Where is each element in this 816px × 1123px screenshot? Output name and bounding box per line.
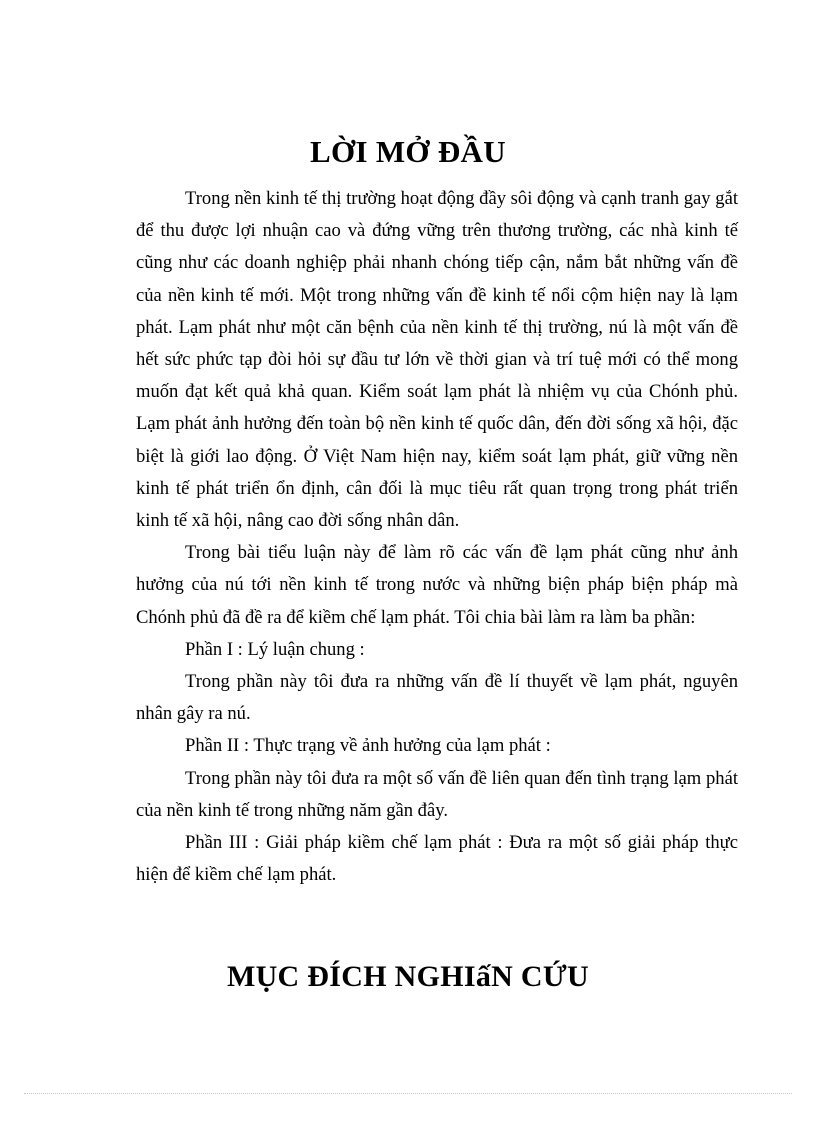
- paragraph-intro: Trong nền kinh tế thị trường hoạt động đầy sôi động và cạnh tranh gay gắt để thu được lợi nhuận cao và đứng vững trên thương trường, các nhà kinh tế cũng như các doanh nghiệp phải nhanh chóng tiếp cận, nắm bắt những vấn đề của nền kinh tế mới. Một trong những vấn đề kinh tế nổi cộm hiện nay là lạm phát. Lạm phát như một căn bệnh của nền kinh tế thị trường, nú là một vấn đề hết sức phức tạp đòi hỏi sự đầu tư lớn về thời gian và trí tuệ mới có thể mong muốn đạt kết quả khả quan. Kiểm soát lạm phát là nhiệm vụ của Chónh phủ. Lạm phát ảnh hưởng đến toàn bộ nền kinh tế quốc dân, đến đời sống xã hội, đặc biệt là giới lao động. Ở Việt Nam hiện nay, kiểm soát lạm phát, giữ vững nền kinh tế phát triển ổn định, cân đối là mục tiêu rất quan trọng trong phát triển kinh tế xã hội, nâng cao đời sống nhân dân.: [136, 188, 738, 532]
- paragraph-part-1-desc: Trong phần này tôi đưa ra những vấn đề lí thuyết về lạm phát, nguyên nhân gây ra nú.: [136, 671, 738, 725]
- body-text: [136, 183, 738, 891]
- paragraph-part-1-heading: Phần I : Lý luận chung :: [185, 638, 365, 660]
- page-bottom-divider: [24, 1093, 792, 1094]
- section-title: MỤC ĐÍCH NGHIấN CỨU: [226, 960, 590, 993]
- page-title: LỜI MỞ ĐẦU: [310, 134, 506, 169]
- paragraph-part-2-heading: Phần II : Thực trạng về ảnh hưởng của lạm phát :: [185, 735, 551, 757]
- paragraph-part-3: Phần III : Giải pháp kiềm chế lạm phát : Đưa ra một số giải pháp thực hiện để kiềm chế lạm phát.: [136, 832, 738, 886]
- paragraph-part-2-desc: Trong phần này tôi đưa ra một số vấn đề liên quan đến tình trạng lạm phát của nền kinh tế trong những năm gần đây.: [136, 767, 738, 821]
- paragraph-essay-scope: Trong bài tiểu luận này để làm rõ các vấn đề lạm phát cũng như ảnh hưởng của nú tới nền kinh tế trong nước và những biện pháp biện pháp mà Chónh phủ đã đề ra để kiềm chế lạm phát. Tôi chia bài làm ra làm ba phần:: [136, 542, 738, 628]
